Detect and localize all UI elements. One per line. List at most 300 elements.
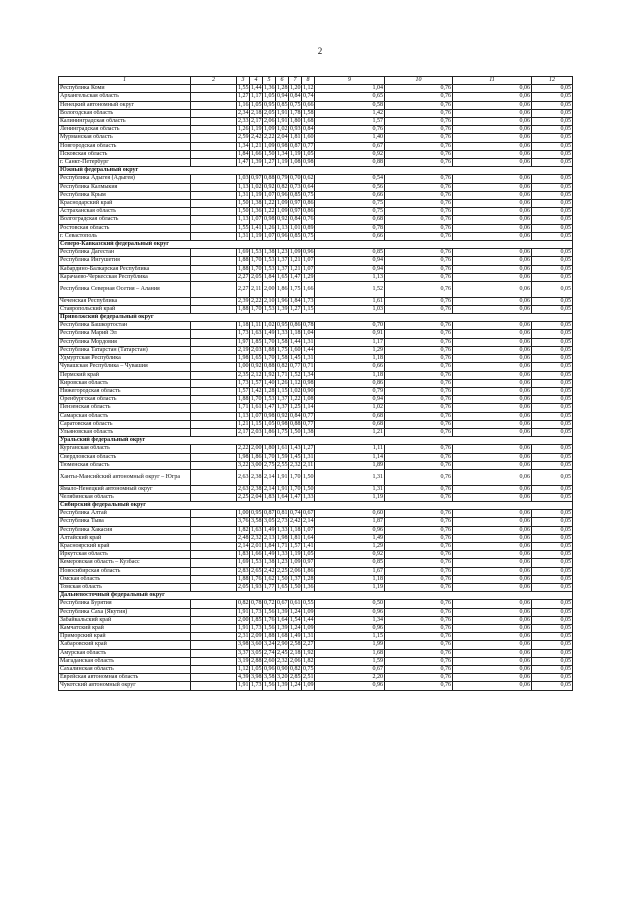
value-cell: 0,05 bbox=[532, 387, 573, 395]
value-cell: 0,76 bbox=[385, 224, 453, 232]
table-row bbox=[59, 485, 573, 493]
value-cell: 0,96 bbox=[277, 191, 288, 198]
table-row bbox=[59, 396, 573, 404]
value-cell: 1,86 bbox=[303, 567, 314, 574]
value-cell: 0,06 bbox=[453, 493, 532, 501]
region-name: Иркутская область bbox=[59, 551, 191, 559]
value-cell: 1,50 bbox=[290, 583, 301, 590]
value-cell: 1,70 bbox=[251, 396, 262, 403]
region-name: Оренбургская область bbox=[59, 396, 191, 404]
value-cell bbox=[191, 355, 237, 363]
federal-district-heading: Сибирский федеральный округ bbox=[59, 501, 573, 509]
value-cell: 1,66 bbox=[302, 282, 315, 298]
region-name: Краснодарский край bbox=[59, 200, 191, 208]
table-row bbox=[59, 534, 573, 542]
value-cell bbox=[191, 624, 237, 632]
value-cell: 0,76 bbox=[385, 633, 453, 641]
value-cell: 2,22 bbox=[238, 445, 249, 452]
value-cell: 1,39 bbox=[251, 159, 262, 166]
value-cell: 0,68 bbox=[315, 412, 385, 420]
value-cell: 0,76 bbox=[385, 297, 453, 305]
value-cell: 1,33 bbox=[277, 526, 288, 533]
value-cell: 0,86 bbox=[303, 200, 314, 207]
value-cell: 0,06 bbox=[453, 273, 532, 281]
region-name: Еврейская автономная область bbox=[59, 674, 191, 682]
value-cell: 0,06 bbox=[453, 257, 532, 265]
value-cell: 1,38 bbox=[251, 200, 262, 207]
value-cell: 2,38 bbox=[251, 485, 262, 492]
value-cell: 0,98 bbox=[303, 379, 314, 386]
value-cell: 0,06 bbox=[453, 379, 532, 387]
value-cell bbox=[191, 142, 237, 150]
value-cell: 1,91 bbox=[277, 485, 288, 492]
value-cell bbox=[191, 461, 237, 469]
value-cell: 0,97 bbox=[290, 208, 301, 215]
value-cell: 2,27 bbox=[238, 273, 249, 280]
value-cell: 1,02 bbox=[251, 183, 262, 190]
table-row bbox=[59, 575, 573, 583]
value-cell: 0,06 bbox=[453, 559, 532, 567]
table-row bbox=[59, 150, 573, 158]
value-cell: 0,94 bbox=[315, 257, 385, 265]
value-cell bbox=[191, 534, 237, 542]
value-cell: 2,05 bbox=[238, 583, 249, 590]
value-cell: 1,73 bbox=[251, 608, 262, 615]
value-cell: 1,13 bbox=[238, 216, 249, 223]
value-cell: 0,06 bbox=[453, 322, 532, 330]
value-cell: 1,15 bbox=[315, 633, 385, 641]
section-row bbox=[59, 592, 573, 600]
value-cell: 0,05 bbox=[532, 420, 573, 428]
value-cell: 0,85 bbox=[290, 232, 301, 239]
value-cell: 0,05 bbox=[532, 85, 573, 93]
value-cell: 1,75 bbox=[289, 282, 302, 298]
value-cell: 0,67 bbox=[303, 510, 314, 517]
value-cell: 1,02 bbox=[315, 404, 385, 412]
value-cell: 2,27 bbox=[303, 641, 314, 648]
value-cell: 0,76 bbox=[385, 420, 453, 428]
value-cell: 1,31 bbox=[315, 485, 385, 493]
value-cell: 0,05 bbox=[532, 682, 573, 690]
value-cell: 1,02 bbox=[290, 387, 301, 394]
region-name: Ханты-Мансийский автономный округ – Югра bbox=[59, 469, 191, 485]
value-cell: 0,98 bbox=[277, 420, 288, 427]
value-cell: 0,76 bbox=[385, 404, 453, 412]
table-row bbox=[59, 101, 573, 109]
value-cell: 0,98 bbox=[277, 142, 288, 149]
table-row bbox=[59, 404, 573, 412]
value-cell: 0,85 bbox=[315, 559, 385, 567]
value-cell: 0,05 bbox=[532, 371, 573, 379]
value-cell: 2,42 bbox=[251, 134, 262, 141]
value-cell: 1,66 bbox=[251, 150, 262, 157]
value-cell: 0,05 bbox=[532, 469, 573, 485]
region-name: Ненецкий автономный округ bbox=[59, 101, 191, 109]
value-cell: 1,42 bbox=[315, 109, 385, 117]
value-cell: 1,15 bbox=[277, 387, 288, 394]
value-cell: 1,88 bbox=[264, 346, 275, 353]
value-cell: 1,21 bbox=[290, 265, 301, 272]
value-cell: 0,79 bbox=[277, 175, 288, 182]
value-cell: 0,06 bbox=[453, 93, 532, 101]
value-cell bbox=[191, 126, 237, 134]
coefficients-table bbox=[58, 76, 573, 691]
value-cell: 1,66 bbox=[251, 551, 262, 558]
table-row bbox=[59, 674, 573, 682]
value-cell: 1,41 bbox=[251, 224, 262, 231]
value-cell: 1,70 bbox=[264, 453, 275, 460]
value-cell: 0,76 bbox=[385, 371, 453, 379]
value-cell: 0,06 bbox=[453, 624, 532, 632]
value-cell: 1,50 bbox=[290, 428, 301, 435]
value-cell: 0,05 bbox=[532, 330, 573, 338]
value-cell: 0,05 bbox=[532, 624, 573, 632]
value-cell: 0,76 bbox=[303, 216, 314, 223]
value-cell: 0,06 bbox=[453, 542, 532, 550]
value-cell: 0,82 bbox=[277, 183, 288, 190]
value-cell: 0,88 bbox=[290, 420, 301, 427]
value-cell: 1,09 bbox=[303, 682, 314, 689]
value-cell: 3,19 bbox=[238, 657, 249, 664]
value-cell: 0,76 bbox=[385, 265, 453, 273]
table-row bbox=[59, 224, 573, 232]
value-cell: 0,76 bbox=[385, 583, 453, 591]
value-cell: 0,96 bbox=[264, 666, 275, 672]
value-cell: 0,76 bbox=[385, 85, 453, 93]
region-name: Ставропольский край bbox=[59, 305, 191, 313]
value-cell: 0,86 bbox=[303, 208, 314, 215]
value-cell: 0,68 bbox=[315, 216, 385, 224]
value-cell: 2,88 bbox=[251, 657, 262, 664]
value-cell: 1,37 bbox=[277, 265, 288, 272]
value-cell: 1,47 bbox=[264, 404, 275, 411]
value-cell bbox=[191, 485, 237, 493]
table-row bbox=[59, 282, 573, 298]
value-cell: 1,49 bbox=[264, 551, 275, 558]
region-name: Курганская область bbox=[59, 445, 191, 453]
region-name: Ульяновская область bbox=[59, 428, 191, 436]
table-row bbox=[59, 142, 573, 150]
value-cell: 1,25 bbox=[290, 404, 301, 411]
value-cell: 1,50 bbox=[238, 200, 249, 207]
region-name: Пензенская область bbox=[59, 404, 191, 412]
value-cell: 0,06 bbox=[453, 85, 532, 93]
header-cell: 1 bbox=[59, 77, 191, 85]
region-name: Республика Алтай bbox=[59, 510, 191, 518]
value-cell: 1,61 bbox=[277, 445, 288, 452]
value-cell: 1,12 bbox=[238, 666, 249, 672]
value-cell: 0,76 bbox=[385, 232, 453, 240]
value-cell: 1,05 bbox=[303, 551, 314, 558]
value-cell: 1,73 bbox=[238, 330, 249, 337]
value-cell: 1,50 bbox=[277, 575, 288, 582]
value-cell: 1,31 bbox=[303, 355, 314, 362]
value-cell: 0,70 bbox=[315, 322, 385, 330]
value-cell: 1,61 bbox=[315, 297, 385, 305]
value-cell: 3,58 bbox=[264, 674, 275, 681]
federal-district-heading: Северо-Кавказский федеральный округ bbox=[59, 241, 573, 249]
value-cell: 1,55 bbox=[238, 85, 249, 92]
section-row bbox=[59, 437, 573, 445]
value-cell bbox=[191, 93, 237, 101]
value-cell: 1,36 bbox=[303, 583, 314, 590]
value-cell: 1,98 bbox=[277, 534, 288, 541]
value-cell: 3,00 bbox=[251, 461, 262, 468]
value-cell: 0,05 bbox=[532, 493, 573, 501]
value-cell: 1,02 bbox=[264, 322, 275, 329]
value-cell: 3,37 bbox=[238, 649, 249, 656]
table-row bbox=[59, 641, 573, 649]
region-name: Амурская область bbox=[59, 649, 191, 657]
value-cell: 0,88 bbox=[315, 159, 385, 167]
value-cell: 1,71 bbox=[238, 404, 249, 411]
value-cell bbox=[191, 608, 237, 616]
value-cell: 0,75 bbox=[315, 200, 385, 208]
region-name: Республика Марий Эл bbox=[59, 330, 191, 338]
value-cell: 0,77 bbox=[303, 412, 314, 419]
value-cell: 0,06 bbox=[453, 126, 532, 134]
value-cell: 0,05 bbox=[532, 633, 573, 641]
value-cell: 0,76 bbox=[385, 600, 453, 608]
value-cell: 1,28 bbox=[264, 387, 275, 394]
value-cell: 0,06 bbox=[453, 551, 532, 559]
value-cell: 0,66 bbox=[315, 232, 385, 240]
value-cell: 1,27 bbox=[264, 159, 275, 166]
value-cell: 1,82 bbox=[238, 526, 249, 533]
value-cell: 1,58 bbox=[277, 338, 288, 345]
table-row bbox=[59, 567, 573, 575]
value-cell: 1,08 bbox=[290, 159, 301, 166]
region-name: Кемеровская область – Кузбасс bbox=[59, 559, 191, 567]
value-cell: 0,85 bbox=[290, 191, 301, 198]
value-cell: 0,96 bbox=[277, 232, 288, 239]
value-cell: 1,38 bbox=[264, 249, 275, 256]
value-cell: 1,19 bbox=[315, 493, 385, 501]
value-cell: 1,84 bbox=[290, 297, 301, 304]
value-cell: 0,76 bbox=[385, 159, 453, 167]
value-cell: 0,70 bbox=[290, 175, 301, 182]
value-cell: 1,05 bbox=[264, 93, 275, 100]
value-cell: 1,53 bbox=[251, 249, 262, 256]
value-cell: 1,41 bbox=[303, 542, 314, 549]
value-cell: 1,71 bbox=[277, 542, 288, 549]
value-cell: 0,06 bbox=[453, 682, 532, 690]
value-cell: 0,92 bbox=[277, 412, 288, 419]
value-cell: 0,98 bbox=[264, 216, 275, 223]
table-row bbox=[59, 445, 573, 453]
value-cell: 0,84 bbox=[290, 93, 301, 100]
value-cell: 0,82 bbox=[277, 363, 288, 370]
value-cell: 0,76 bbox=[385, 461, 453, 469]
value-cell: 0,06 bbox=[453, 305, 532, 313]
value-cell bbox=[191, 600, 237, 608]
value-cell: 1,73 bbox=[251, 624, 262, 631]
value-cell: 1,09 bbox=[277, 200, 288, 207]
value-cell: 1,31 bbox=[238, 232, 249, 239]
value-cell: 1,08 bbox=[303, 396, 314, 403]
table-row bbox=[59, 249, 573, 257]
value-cell: 1,98 bbox=[238, 355, 249, 362]
value-cell bbox=[191, 216, 237, 224]
value-cell: 0,05 bbox=[532, 485, 573, 493]
value-cell: 2,90 bbox=[277, 641, 288, 648]
region-name: Омская область bbox=[59, 575, 191, 583]
value-cell: 1,49 bbox=[264, 330, 275, 337]
value-cell: 1,91 bbox=[238, 624, 249, 631]
table-row bbox=[59, 542, 573, 550]
value-cell: 0,06 bbox=[453, 387, 532, 395]
value-cell: 1,05 bbox=[251, 101, 262, 108]
section-row bbox=[59, 501, 573, 509]
value-cell bbox=[191, 674, 237, 682]
value-cell: 1,18 bbox=[315, 575, 385, 583]
value-cell: 1,31 bbox=[315, 469, 385, 485]
value-cell: 0,96 bbox=[315, 526, 385, 534]
value-cell: 3,98 bbox=[238, 641, 249, 648]
value-cell: 0,05 bbox=[532, 150, 573, 158]
value-cell: 0,05 bbox=[532, 379, 573, 387]
value-cell: 1,34 bbox=[303, 371, 314, 378]
value-cell: 0,06 bbox=[453, 159, 532, 167]
value-cell: 0,73 bbox=[290, 183, 301, 190]
value-cell: 1,64 bbox=[277, 616, 288, 623]
value-cell bbox=[191, 265, 237, 273]
value-cell: 0,05 bbox=[532, 526, 573, 534]
header-cell: 6 bbox=[276, 77, 289, 85]
value-cell: 1,33 bbox=[277, 330, 288, 337]
value-cell: 0,06 bbox=[453, 396, 532, 404]
value-cell bbox=[191, 542, 237, 550]
value-cell bbox=[191, 453, 237, 461]
value-cell: 0,76 bbox=[385, 346, 453, 354]
value-cell: 1,37 bbox=[277, 257, 288, 264]
value-cell: 1,21 bbox=[238, 420, 249, 427]
value-cell: 1,84 bbox=[238, 150, 249, 157]
value-cell: 0,06 bbox=[453, 175, 532, 183]
value-cell: 0,87 bbox=[264, 510, 275, 517]
value-cell: 0,72 bbox=[264, 600, 275, 607]
region-name: Чукотский автономный округ bbox=[59, 682, 191, 690]
region-name: Нижегородская область bbox=[59, 387, 191, 395]
value-cell: 0,76 bbox=[385, 200, 453, 208]
value-cell: 2,00 bbox=[251, 445, 262, 452]
region-name: Приморский край bbox=[59, 633, 191, 641]
value-cell: 0,05 bbox=[532, 273, 573, 281]
value-cell: 0,76 bbox=[385, 608, 453, 616]
value-cell: 1,65 bbox=[277, 583, 288, 590]
value-cell bbox=[191, 616, 237, 624]
value-cell: 1,70 bbox=[290, 485, 301, 492]
value-cell: 1,53 bbox=[264, 305, 275, 312]
value-cell: 1,28 bbox=[303, 575, 314, 582]
table-row bbox=[59, 608, 573, 616]
value-cell: 0,65 bbox=[315, 93, 385, 101]
table-row bbox=[59, 191, 573, 199]
value-cell: 0,76 bbox=[385, 641, 453, 649]
value-cell: 2,31 bbox=[238, 633, 249, 640]
value-cell bbox=[191, 257, 237, 265]
value-cell: 0,76 bbox=[385, 453, 453, 461]
value-cell: 2,32 bbox=[251, 534, 262, 541]
value-cell: 0,06 bbox=[453, 297, 532, 305]
value-cell: 0,61 bbox=[290, 600, 301, 607]
section-row bbox=[59, 241, 573, 249]
value-cell: 0,06 bbox=[453, 142, 532, 150]
table-row bbox=[59, 551, 573, 559]
table-row bbox=[59, 633, 573, 641]
value-cell: 0,76 bbox=[385, 493, 453, 501]
table-row bbox=[59, 583, 573, 591]
value-cell: 1,14 bbox=[315, 453, 385, 461]
value-cell: 1,16 bbox=[238, 101, 249, 108]
region-name: г. Севастополь bbox=[59, 232, 191, 240]
value-cell: 1,61 bbox=[251, 404, 262, 411]
value-cell: 1,19 bbox=[251, 191, 262, 198]
value-cell: 2,05 bbox=[264, 109, 275, 116]
value-cell: 2,39 bbox=[238, 297, 249, 304]
value-cell: 0,92 bbox=[315, 551, 385, 559]
value-cell: 1,07 bbox=[303, 526, 314, 533]
value-cell: 1,07 bbox=[264, 232, 275, 239]
value-cell: 2,55 bbox=[277, 461, 288, 468]
value-cell: 0,92 bbox=[264, 183, 275, 190]
value-cell: 1,76 bbox=[251, 575, 262, 582]
value-cell: 0,76 bbox=[385, 330, 453, 338]
region-name: Ростовская область bbox=[59, 224, 191, 232]
region-name: г. Санкт-Петербург bbox=[59, 159, 191, 167]
value-cell: 1,09 bbox=[264, 126, 275, 133]
table-row bbox=[59, 305, 573, 313]
value-cell: 0,06 bbox=[453, 575, 532, 583]
value-cell: 1,19 bbox=[315, 583, 385, 591]
value-cell: 0,76 bbox=[385, 387, 453, 395]
value-cell: 0,05 bbox=[532, 93, 573, 101]
value-cell bbox=[191, 134, 237, 142]
value-cell: 2,01 bbox=[251, 542, 262, 549]
value-cell: 2,33 bbox=[238, 118, 249, 125]
value-cell: 1,50 bbox=[238, 208, 249, 215]
table-row bbox=[59, 126, 573, 134]
value-cell: 0,06 bbox=[453, 518, 532, 526]
value-cell: 0,06 bbox=[453, 355, 532, 363]
value-cell: 0,88 bbox=[264, 363, 275, 370]
value-cell: 1,99 bbox=[315, 641, 385, 649]
value-cell: 0,05 bbox=[532, 249, 573, 257]
value-cell: 1,29 bbox=[315, 542, 385, 550]
value-cell: 1,33 bbox=[303, 493, 314, 500]
value-cell bbox=[191, 150, 237, 158]
header-cell: 11 bbox=[453, 77, 532, 85]
value-cell: 1,81 bbox=[290, 134, 301, 141]
table-row bbox=[59, 257, 573, 265]
value-cell: 2,04 bbox=[277, 134, 288, 141]
value-cell: 1,58 bbox=[277, 355, 288, 362]
value-cell: 2,25 bbox=[238, 493, 249, 500]
value-cell: 3,24 bbox=[264, 641, 275, 648]
value-cell: 1,49 bbox=[290, 633, 301, 640]
region-name: Саратовская область bbox=[59, 420, 191, 428]
value-cell: 0,05 bbox=[532, 118, 573, 126]
federal-district-heading: Приволжский федеральный округ bbox=[59, 314, 573, 322]
value-cell: 0,85 bbox=[277, 101, 288, 108]
header-cell: 8 bbox=[302, 77, 315, 85]
value-cell: 1,56 bbox=[264, 624, 275, 631]
value-cell: 1,81 bbox=[290, 534, 301, 541]
value-cell: 0,64 bbox=[303, 183, 314, 190]
value-cell: 2,03 bbox=[251, 346, 262, 353]
value-cell: 0,76 bbox=[385, 273, 453, 281]
value-cell: 0,76 bbox=[385, 101, 453, 109]
